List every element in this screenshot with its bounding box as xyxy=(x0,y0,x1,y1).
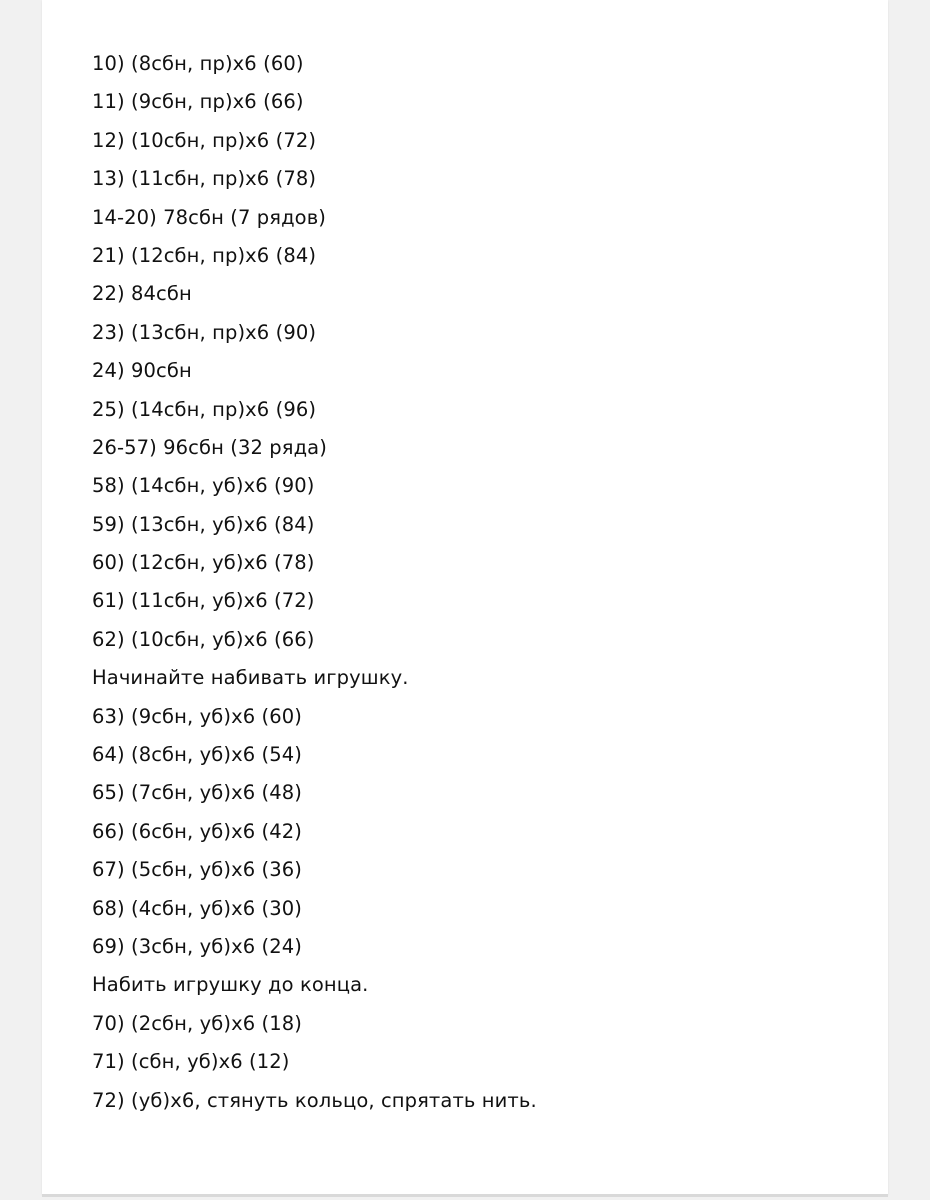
instruction-line: 60) (12сбн, уб)х6 (78) xyxy=(92,551,315,575)
instruction-line: 67) (5сбн, уб)х6 (36) xyxy=(92,858,302,882)
instruction-line: 22) 84сбн xyxy=(92,282,192,306)
instruction-line: 64) (8сбн, уб)х6 (54) xyxy=(92,743,302,767)
instruction-line: 21) (12сбн, пр)х6 (84) xyxy=(92,243,317,267)
instruction-line: 58) (14сбн, уб)х6 (90) xyxy=(92,474,315,498)
instruction-line: 65) (7сбн, уб)х6 (48) xyxy=(92,781,302,805)
instruction-line: 23) (13сбн, пр)х6 (90) xyxy=(92,320,317,344)
instruction-line: 70) (2сбн, уб)х6 (18) xyxy=(92,1011,302,1035)
instruction-line: 11) (9сбн, пр)х6 (66) xyxy=(92,90,304,114)
instruction-note: Начинайте набивать игрушку. xyxy=(92,666,409,690)
instruction-line: 10) (8сбн, пр)х6 (60) xyxy=(92,52,304,75)
instruction-line: 24) 90сбн xyxy=(92,359,192,383)
instruction-line: 62) (10сбн, уб)х6 (66) xyxy=(92,627,315,651)
instruction-line: 72) (уб)х6, стянуть кольцо, спрятать нить. xyxy=(92,1088,537,1112)
instruction-line: 12) (10сбн, пр)х6 (72) xyxy=(92,128,317,152)
instruction-line: 26-57) 96сбн (32 ряда) xyxy=(92,435,327,459)
instruction-line: 71) (сбн, уб)х6 (12) xyxy=(92,1050,290,1074)
instruction-line: 25) (14сбн, пр)х6 (96) xyxy=(92,397,317,421)
instruction-line: 63) (9сбн, уб)х6 (60) xyxy=(92,704,302,728)
instruction-line: 61) (11сбн, уб)х6 (72) xyxy=(92,589,315,613)
instruction-line: 13) (11сбн, пр)х6 (78) xyxy=(92,167,317,191)
pattern-instructions xyxy=(92,49,537,1124)
instruction-line: 14-20) 78сбн (7 рядов) xyxy=(92,205,327,229)
instruction-line: 59) (13сбн, уб)х6 (84) xyxy=(92,512,315,536)
instruction-line: 68) (4сбн, уб)х6 (30) xyxy=(92,896,302,920)
page-bottom-divider xyxy=(42,1194,888,1197)
instruction-note: Набить игрушку до конца. xyxy=(92,973,369,997)
instruction-line: 66) (6сбн, уб)х6 (42) xyxy=(92,819,302,843)
instruction-line: 69) (3сбн, уб)х6 (24) xyxy=(92,934,302,958)
